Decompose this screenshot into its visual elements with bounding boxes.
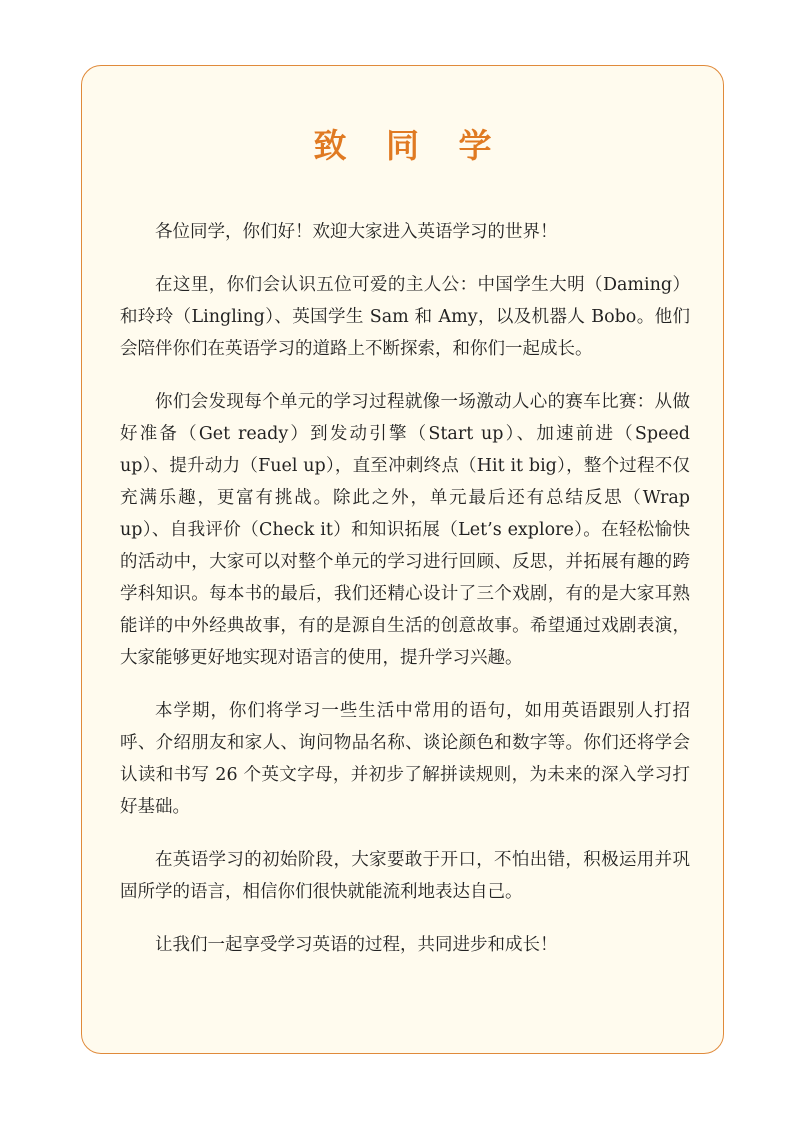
- paragraph-semester-goals: 本学期，你们将学习一些生活中常用的语句，如用英语跟别人打招呼、介绍朋友和家人、询问物品名称、谈论颜色和数字等。你们还将学会认读和书写 26 个英文字母，并初步了解拼读规则，为未来的深入学习打好基础。: [120, 701, 690, 817]
- paragraph-characters: 在这里，你们会认识五位可爱的主人公：中国学生大明（Daming）和玲玲（Lingling）、英国学生 Sam 和 Amy，以及机器人 Bobo。他们会陪伴你们在英语学习的道路上不断探索，和你们一起成长。: [120, 275, 690, 359]
- page-title: 致 同 学: [313, 126, 506, 165]
- paragraph-encouragement: 在英语学习的初始阶段，大家要敢于开口，不怕出错，积极运用并巩固所学的语言，相信你们很快就能流利地表达自己。: [120, 850, 690, 902]
- paragraph-greeting: 各位同学，你们好！欢迎大家进入英语学习的世界！: [155, 222, 558, 242]
- paragraph-closing: 让我们一起享受学习英语的过程，共同进步和成长！: [155, 935, 558, 955]
- letter-frame: [81, 65, 724, 1054]
- paragraph-unit-structure: 你们会发现每个单元的学习过程就像一场激动人心的赛车比赛：从做好准备（Get ready）到发动引擎（Start up）、加速前进（Speed up）、提升动力（Fuel up），直至冲刺终点（Hit it big），整个过程不仅充满乐趣，更富有挑战。除此之外，单元最后还有总结反思（Wrap up）、自我评价（Check it）和知识拓展（Let’s explore）。在轻松愉快的活动中，大家可以对整个单元的学习进行回顾、反思，并拓展有趣的跨学科知识。每本书的最后，我们还精心设计了三个戏剧，有的是大家耳熟能详的中外经典故事，有的是源自生活的创意故事。希望通过戏剧表演，大家能够更好地实现对语言的使用，提升学习兴趣。: [120, 392, 690, 668]
- letter-body: [120, 216, 690, 982]
